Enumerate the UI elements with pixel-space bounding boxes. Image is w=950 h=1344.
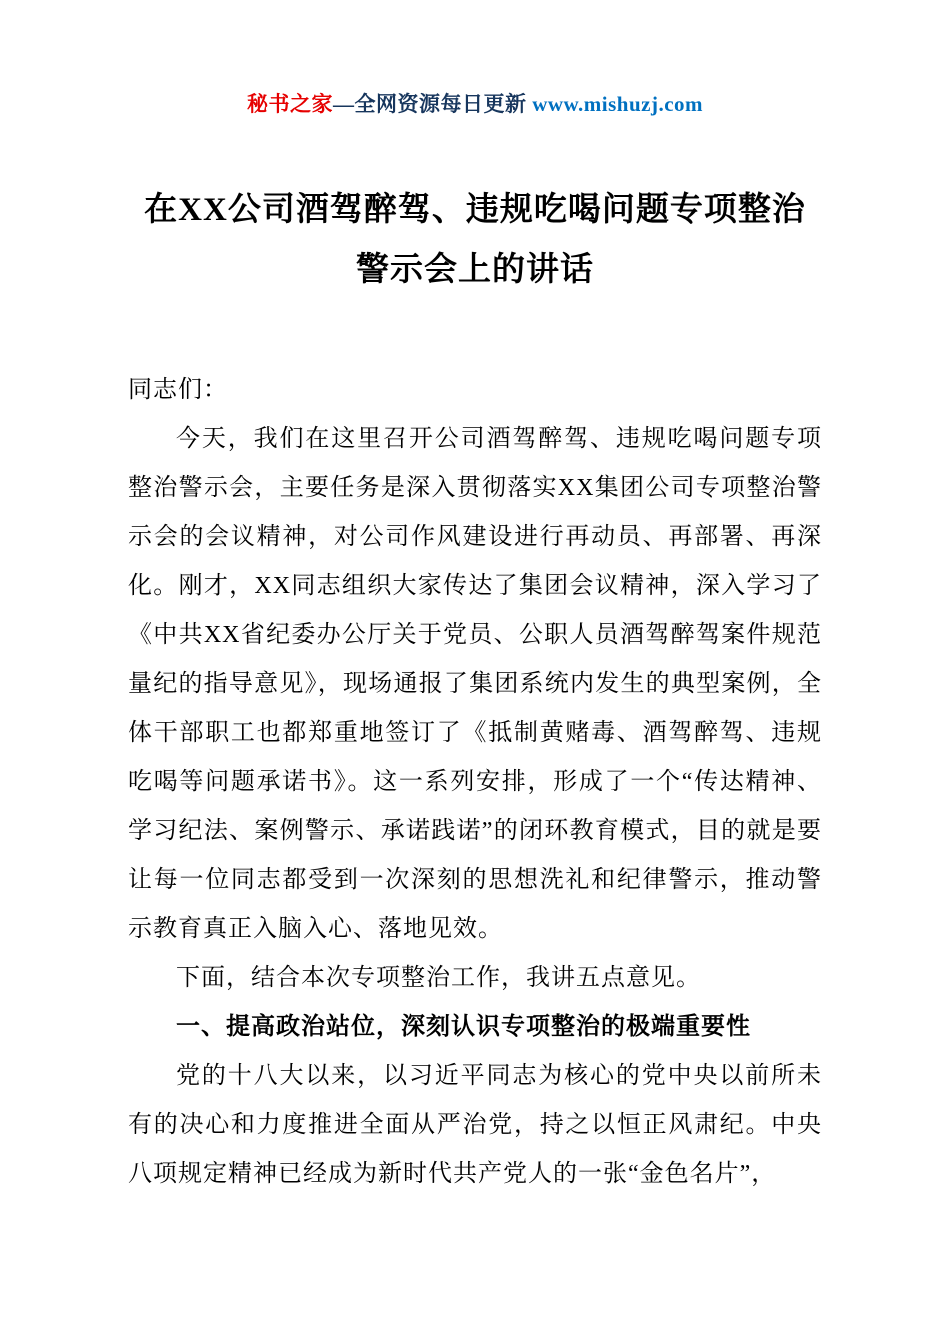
document-body [128, 366, 822, 1199]
paragraph-section-1-body: 党的十八大以来，以习近平同志为核心的党中央以前所未有的决心和力度推进全面从严治党，持之以恒正风肃纪。中央八项规定精神已经成为新时代共产党人的一张“金色名片”， [128, 1063, 822, 1187]
paragraph-intro: 今天，我们在这里召开公司酒驾醉驾、违规吃喝问题专项整治警示会，主要任务是深入贯彻落实XX集团公司专项整治警示会的会议精神，对公司作风建设进行再动员、再部署、再深化。刚才，XX同志组织大家传达了集团会议精神，深入学习了《中共XX省纪委办公厅关于党员、公职人员酒驾醉驾案件规范量纪的指导意见》，现场通报了集团系统内发生的典型案例，全体干部职工也都郑重地签订了《抵制黄赌毒、酒驾醉驾、违规吃喝等问题承诺书》。这一系列安排，形成了一个“传达精神、学习纪法、案例警示、承诺践诺”的闭环教育模式，目的就是要让每一位同志都受到一次深刻的思想洗礼和纪律警示，推动警示教育真正入脑入心、落地见效。 [128, 426, 822, 942]
document-title: 在XX公司酒驾醉驾、违规吃喝问题专项整治警示会上的讲话 [144, 192, 806, 288]
site-tagline: —全网资源每日更新 [332, 92, 533, 116]
site-brand: 秘书之家 [246, 92, 333, 116]
site-header [128, 88, 822, 118]
section-heading-1: 一、提高政治站位，深刻认识专项整治的极端重要性 [176, 1014, 751, 1040]
paragraph-transition: 下面，结合本次专项整治工作，我讲五点意见。 [176, 965, 701, 991]
site-url-link[interactable]: www.mishuzj.com [532, 92, 704, 116]
salutation: 同志们： [128, 377, 228, 403]
